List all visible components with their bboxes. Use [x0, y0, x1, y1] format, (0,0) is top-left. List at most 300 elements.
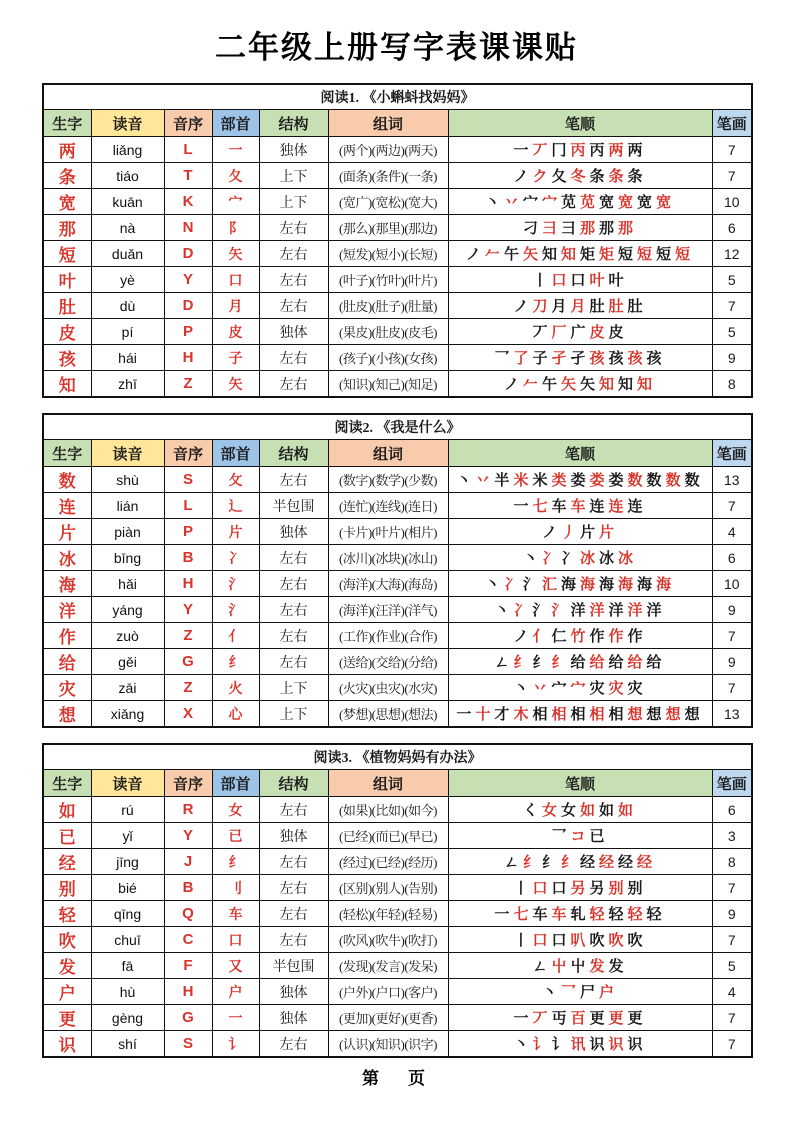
- stroke-step: 户: [599, 985, 615, 1001]
- stroke-count-cell: 3: [712, 823, 752, 849]
- stroke-step: 条: [627, 169, 643, 185]
- stroke-step: 一: [494, 907, 510, 923]
- pinyin-cell: zāi: [91, 675, 164, 701]
- initial-letter-cell: H: [164, 571, 212, 597]
- stroke-step: 宀: [570, 681, 586, 697]
- table-row: [43, 849, 752, 875]
- structure-cell: 独体: [259, 823, 328, 849]
- word-examples-cell: (海洋)(汪洋)(洋气): [328, 597, 448, 623]
- stroke-step: 知: [541, 247, 557, 263]
- word-examples-cell: (认识)(知识)(识字): [328, 1031, 448, 1058]
- word-examples-cell: (短发)(短小)(长短): [328, 241, 448, 267]
- stroke-step: ノ: [513, 169, 529, 185]
- stroke-step: 车: [532, 907, 548, 923]
- stroke-step: 皮: [589, 325, 605, 341]
- stroke-step: 丨: [513, 881, 529, 897]
- stroke-step: 连: [589, 499, 605, 515]
- character-cell: 冰: [43, 545, 91, 571]
- stroke-count-cell: 7: [712, 1005, 752, 1031]
- structure-cell: 左右: [259, 1031, 328, 1058]
- pinyin-cell: bié: [91, 875, 164, 901]
- stroke-step: 另: [570, 881, 586, 897]
- word-examples-cell: (肚皮)(肚子)(肚量): [328, 293, 448, 319]
- pinyin-cell: yáng: [91, 597, 164, 623]
- radical-cell: 户: [212, 979, 259, 1005]
- stroke-step: 吹: [608, 933, 624, 949]
- stroke-step: 给: [608, 655, 624, 671]
- stroke-step: 孑: [551, 351, 567, 367]
- radical-cell: 一: [212, 1005, 259, 1031]
- pinyin-cell: shù: [91, 467, 164, 493]
- stroke-step: 如: [580, 803, 596, 819]
- stroke-count-cell: 7: [712, 1031, 752, 1058]
- stroke-step: 才: [494, 707, 510, 723]
- radical-cell: 纟: [212, 849, 259, 875]
- stroke-step: 宀: [541, 195, 557, 211]
- initial-letter-cell: K: [164, 189, 212, 215]
- stroke-step: 子: [532, 351, 548, 367]
- stroke-order-cell: [448, 1031, 712, 1058]
- stroke-step: 吹: [589, 933, 605, 949]
- stroke-order-cell: [448, 241, 712, 267]
- character-cell: 识: [43, 1031, 91, 1058]
- stroke-count-cell: 4: [712, 519, 752, 545]
- stroke-step: 短: [675, 247, 691, 263]
- initial-letter-cell: F: [164, 953, 212, 979]
- word-examples-cell: (吹风)(吹牛)(吹打): [328, 927, 448, 953]
- initial-letter-cell: Q: [164, 901, 212, 927]
- initial-letter-cell: P: [164, 519, 212, 545]
- radical-cell: 片: [212, 519, 259, 545]
- initial-letter-cell: X: [164, 701, 212, 728]
- stroke-step: 识: [627, 1037, 643, 1053]
- column-header-strokes: 笔顺: [448, 440, 712, 467]
- table-row: [43, 1005, 752, 1031]
- stroke-order-cell: [448, 901, 712, 927]
- stroke-order-cell: [448, 953, 712, 979]
- structure-cell: 左右: [259, 875, 328, 901]
- column-header-words: 组词: [328, 440, 448, 467]
- initial-letter-cell: J: [164, 849, 212, 875]
- character-cell: 更: [43, 1005, 91, 1031]
- stroke-step: 洋: [646, 603, 662, 619]
- stroke-step: 口: [551, 273, 567, 289]
- character-cell: 孩: [43, 345, 91, 371]
- stroke-step: 刀: [532, 299, 548, 315]
- character-cell: 那: [43, 215, 91, 241]
- table-row: [43, 267, 752, 293]
- initial-letter-cell: L: [164, 493, 212, 519]
- table-row: [43, 571, 752, 597]
- worksheet-tables-container: [0, 83, 793, 1058]
- stroke-step: 矩: [580, 247, 596, 263]
- stroke-step: 彐: [541, 221, 557, 237]
- stroke-step: 孩: [589, 351, 605, 367]
- stroke-step: 给: [589, 655, 605, 671]
- radical-cell: 讠: [212, 1031, 259, 1058]
- radical-cell: 辶: [212, 493, 259, 519]
- pinyin-cell: tiáo: [91, 163, 164, 189]
- stroke-step: 车: [570, 499, 586, 515]
- stroke-step: 丆: [532, 325, 548, 341]
- character-cell: 数: [43, 467, 91, 493]
- pinyin-cell: fā: [91, 953, 164, 979]
- character-cell: 发: [43, 953, 91, 979]
- initial-letter-cell: B: [164, 545, 212, 571]
- table-caption: 阅读3. 《植物妈妈有办法》: [43, 744, 752, 770]
- radical-cell: 月: [212, 293, 259, 319]
- stroke-step: 丶: [522, 551, 538, 567]
- stroke-step: 数: [627, 473, 643, 489]
- stroke-step: 洋: [589, 603, 605, 619]
- structure-cell: 左右: [259, 241, 328, 267]
- worksheet-table-2: [42, 413, 753, 728]
- column-header-structure: 结构: [259, 770, 328, 797]
- stroke-count-cell: 5: [712, 953, 752, 979]
- stroke-step: 海: [580, 577, 596, 593]
- stroke-order-cell: [448, 701, 712, 728]
- stroke-step: 相: [551, 707, 567, 723]
- stroke-order-cell: [448, 823, 712, 849]
- radical-cell: 火: [212, 675, 259, 701]
- table-row: [43, 953, 752, 979]
- structure-cell: 左右: [259, 293, 328, 319]
- stroke-order-cell: [448, 649, 712, 675]
- stroke-order-cell: [448, 371, 712, 398]
- stroke-step: 洋: [608, 603, 624, 619]
- pinyin-cell: shí: [91, 1031, 164, 1058]
- column-header-structure: 结构: [259, 440, 328, 467]
- stroke-step: 类: [551, 473, 567, 489]
- stroke-step: 口: [570, 273, 586, 289]
- radical-cell: 攵: [212, 467, 259, 493]
- stroke-step: 灾: [608, 681, 624, 697]
- stroke-step: 海: [599, 577, 615, 593]
- stroke-step: 数: [684, 473, 700, 489]
- table-header-row: [43, 440, 752, 467]
- stroke-step: 经: [580, 855, 596, 871]
- stroke-count-cell: 12: [712, 241, 752, 267]
- stroke-step: ク: [532, 169, 548, 185]
- stroke-order-cell: [448, 519, 712, 545]
- structure-cell: 独体: [259, 979, 328, 1005]
- column-header-radical: 部首: [212, 770, 259, 797]
- stroke-order-cell: [448, 319, 712, 345]
- stroke-step: 口: [551, 881, 567, 897]
- column-header-radical: 部首: [212, 440, 259, 467]
- stroke-step: 丶: [541, 985, 557, 1001]
- stroke-step: 条: [608, 169, 624, 185]
- character-cell: 轻: [43, 901, 91, 927]
- stroke-step: 丷: [503, 195, 519, 211]
- stroke-step: 作: [627, 629, 643, 645]
- initial-letter-cell: H: [164, 979, 212, 1005]
- word-examples-cell: (送给)(交给)(分给): [328, 649, 448, 675]
- stroke-step: 叶: [608, 273, 624, 289]
- table-row: [43, 215, 752, 241]
- stroke-step: ㄥ: [503, 855, 519, 871]
- stroke-step: 乛: [560, 985, 576, 1001]
- structure-cell: 上下: [259, 163, 328, 189]
- stroke-count-cell: 7: [712, 675, 752, 701]
- stroke-count-cell: 7: [712, 137, 752, 163]
- table-row: [43, 797, 752, 823]
- stroke-step: 冫: [560, 551, 576, 567]
- stroke-order-cell: [448, 597, 712, 623]
- stroke-order-cell: [448, 293, 712, 319]
- pinyin-cell: jīng: [91, 849, 164, 875]
- word-examples-cell: (卡片)(叶片)(相片): [328, 519, 448, 545]
- stroke-step: 那: [580, 221, 596, 237]
- word-examples-cell: (数字)(数学)(少数): [328, 467, 448, 493]
- column-header-count: 笔画: [712, 770, 752, 797]
- pinyin-cell: qīng: [91, 901, 164, 927]
- stroke-step: 讯: [570, 1037, 586, 1053]
- character-cell: 想: [43, 701, 91, 728]
- table-row: [43, 545, 752, 571]
- stroke-step: 两: [608, 143, 624, 159]
- stroke-step: 相: [570, 707, 586, 723]
- stroke-step: 海: [618, 577, 634, 593]
- word-examples-cell: (宽广)(宽松)(宽大): [328, 189, 448, 215]
- word-examples-cell: (海洋)(大海)(海岛): [328, 571, 448, 597]
- structure-cell: 左右: [259, 927, 328, 953]
- table-row: [43, 875, 752, 901]
- table-row: [43, 1031, 752, 1058]
- initial-letter-cell: Z: [164, 623, 212, 649]
- structure-cell: 左右: [259, 467, 328, 493]
- character-cell: 知: [43, 371, 91, 398]
- stroke-step: 相: [589, 707, 605, 723]
- structure-cell: 左右: [259, 623, 328, 649]
- initial-letter-cell: D: [164, 293, 212, 319]
- radical-cell: 口: [212, 927, 259, 953]
- pinyin-cell: kuān: [91, 189, 164, 215]
- radical-cell: 一: [212, 137, 259, 163]
- stroke-step: 轻: [646, 907, 662, 923]
- character-cell: 皮: [43, 319, 91, 345]
- stroke-step: 米: [513, 473, 529, 489]
- radical-cell: 氵: [212, 571, 259, 597]
- stroke-step: 宽: [599, 195, 615, 211]
- stroke-step: 条: [589, 169, 605, 185]
- column-header-structure: 结构: [259, 110, 328, 137]
- stroke-step: 女: [541, 803, 557, 819]
- stroke-step: 给: [570, 655, 586, 671]
- column-header-pinyin: 读音: [91, 440, 164, 467]
- structure-cell: 上下: [259, 701, 328, 728]
- table-row: [43, 189, 752, 215]
- pinyin-cell: yǐ: [91, 823, 164, 849]
- pinyin-cell: bīng: [91, 545, 164, 571]
- stroke-step: 讠: [551, 1037, 567, 1053]
- word-examples-cell: (连忙)(连线)(连日): [328, 493, 448, 519]
- table-row: [43, 597, 752, 623]
- stroke-step: 短: [637, 247, 653, 263]
- table-row: [43, 137, 752, 163]
- character-cell: 肚: [43, 293, 91, 319]
- stroke-step: 半: [494, 473, 510, 489]
- word-examples-cell: (果皮)(肚皮)(皮毛): [328, 319, 448, 345]
- column-header-char: 生字: [43, 440, 91, 467]
- stroke-count-cell: 7: [712, 875, 752, 901]
- character-cell: 海: [43, 571, 91, 597]
- stroke-step: 冰: [599, 551, 615, 567]
- stroke-count-cell: 7: [712, 163, 752, 189]
- stroke-step: ノ: [465, 247, 481, 263]
- table-row: [43, 901, 752, 927]
- pinyin-cell: gèng: [91, 1005, 164, 1031]
- stroke-step: 知: [560, 247, 576, 263]
- structure-cell: 左右: [259, 797, 328, 823]
- word-examples-cell: (经过)(已经)(经历): [328, 849, 448, 875]
- page-title: 二年级上册写字表课课贴: [215, 30, 578, 65]
- stroke-step: 肚: [589, 299, 605, 315]
- word-examples-cell: (发现)(发言)(发呆): [328, 953, 448, 979]
- stroke-order-cell: [448, 927, 712, 953]
- stroke-step: 亻: [532, 629, 548, 645]
- table-row: [43, 293, 752, 319]
- column-header-count: 笔画: [712, 110, 752, 137]
- table-row: [43, 467, 752, 493]
- table-row: [43, 927, 752, 953]
- stroke-step: 那: [618, 221, 634, 237]
- stroke-count-cell: 8: [712, 849, 752, 875]
- character-cell: 已: [43, 823, 91, 849]
- stroke-step: 尸: [580, 985, 596, 1001]
- stroke-step: 作: [608, 629, 624, 645]
- table-row: [43, 371, 752, 398]
- initial-letter-cell: S: [164, 1031, 212, 1058]
- stroke-step: 丨: [532, 273, 548, 289]
- structure-cell: 左右: [259, 901, 328, 927]
- stroke-step: 冰: [580, 551, 596, 567]
- word-examples-cell: (已经)(而已)(早已): [328, 823, 448, 849]
- column-header-char: 生字: [43, 110, 91, 137]
- character-cell: 连: [43, 493, 91, 519]
- structure-cell: 左右: [259, 545, 328, 571]
- stroke-step: 发: [608, 959, 624, 975]
- word-examples-cell: (面条)(条件)(一条): [328, 163, 448, 189]
- stroke-step: 孩: [646, 351, 662, 367]
- structure-cell: 左右: [259, 597, 328, 623]
- stroke-step: 想: [627, 707, 643, 723]
- stroke-step: 皮: [608, 325, 624, 341]
- radical-cell: 纟: [212, 649, 259, 675]
- pinyin-cell: zhī: [91, 371, 164, 398]
- stroke-step: 木: [513, 707, 529, 723]
- character-cell: 别: [43, 875, 91, 901]
- stroke-step: 肚: [608, 299, 624, 315]
- stroke-step: 丿: [560, 525, 576, 541]
- stroke-step: 午: [541, 377, 557, 393]
- stroke-step: 纟: [541, 855, 557, 871]
- character-cell: 短: [43, 241, 91, 267]
- table-header-row: [43, 110, 752, 137]
- stroke-count-cell: 6: [712, 797, 752, 823]
- radical-cell: 阝: [212, 215, 259, 241]
- stroke-step: 冫: [503, 577, 519, 593]
- table-row: [43, 163, 752, 189]
- initial-letter-cell: P: [164, 319, 212, 345]
- stroke-step: 那: [599, 221, 615, 237]
- radical-cell: 车: [212, 901, 259, 927]
- stroke-step: 矩: [599, 247, 615, 263]
- pinyin-cell: chuī: [91, 927, 164, 953]
- table-row: [43, 319, 752, 345]
- structure-cell: 上下: [259, 189, 328, 215]
- word-examples-cell: (火灾)(虫灾)(水灾): [328, 675, 448, 701]
- radical-cell: 皮: [212, 319, 259, 345]
- stroke-step: 识: [589, 1037, 605, 1053]
- stroke-step: 娄: [570, 473, 586, 489]
- stroke-step: 丶: [456, 473, 472, 489]
- structure-cell: 左右: [259, 345, 328, 371]
- stroke-step: 纟: [513, 655, 529, 671]
- structure-cell: 半包围: [259, 953, 328, 979]
- stroke-step: 丙: [589, 143, 605, 159]
- stroke-step: 冫: [513, 603, 529, 619]
- pinyin-cell: lián: [91, 493, 164, 519]
- structure-cell: 左右: [259, 267, 328, 293]
- stroke-step: 百: [570, 1011, 586, 1027]
- stroke-step: 一: [456, 707, 472, 723]
- stroke-step: 别: [608, 881, 624, 897]
- stroke-step: 汇: [541, 577, 557, 593]
- stroke-count-cell: 8: [712, 371, 752, 398]
- stroke-step: 娄: [589, 473, 605, 489]
- stroke-step: 经: [599, 855, 615, 871]
- stroke-step: 厂: [551, 325, 567, 341]
- stroke-step: 乛: [494, 351, 510, 367]
- table-row: [43, 623, 752, 649]
- stroke-step: 给: [627, 655, 643, 671]
- structure-cell: 左右: [259, 571, 328, 597]
- character-cell: 条: [43, 163, 91, 189]
- stroke-step: 数: [646, 473, 662, 489]
- structure-cell: 左右: [259, 849, 328, 875]
- table-row: [43, 701, 752, 728]
- radical-cell: 口: [212, 267, 259, 293]
- stroke-step: ㄥ: [532, 959, 548, 975]
- stroke-step: 丷: [475, 473, 491, 489]
- stroke-step: 午: [503, 247, 519, 263]
- stroke-count-cell: 10: [712, 571, 752, 597]
- radical-cell: 氵: [212, 597, 259, 623]
- stroke-step: 氵: [551, 603, 567, 619]
- stroke-step: 想: [684, 707, 700, 723]
- stroke-step: 彐: [560, 221, 576, 237]
- radical-cell: 宀: [212, 189, 259, 215]
- stroke-count-cell: 6: [712, 215, 752, 241]
- word-examples-cell: (孩子)(小孩)(女孩): [328, 345, 448, 371]
- stroke-step: 发: [589, 959, 605, 975]
- initial-letter-cell: G: [164, 1005, 212, 1031]
- stroke-step: 冫: [541, 551, 557, 567]
- column-header-pinyin: 读音: [91, 770, 164, 797]
- stroke-step: 刁: [522, 221, 538, 237]
- structure-cell: 独体: [259, 137, 328, 163]
- stroke-count-cell: 5: [712, 267, 752, 293]
- pinyin-cell: gěi: [91, 649, 164, 675]
- table-row: [43, 675, 752, 701]
- stroke-order-cell: [448, 215, 712, 241]
- stroke-count-cell: 9: [712, 649, 752, 675]
- stroke-step: 如: [618, 803, 634, 819]
- stroke-step: 𠂉: [484, 247, 500, 263]
- word-examples-cell: (梦想)(思想)(想法): [328, 701, 448, 728]
- structure-cell: 左右: [259, 215, 328, 241]
